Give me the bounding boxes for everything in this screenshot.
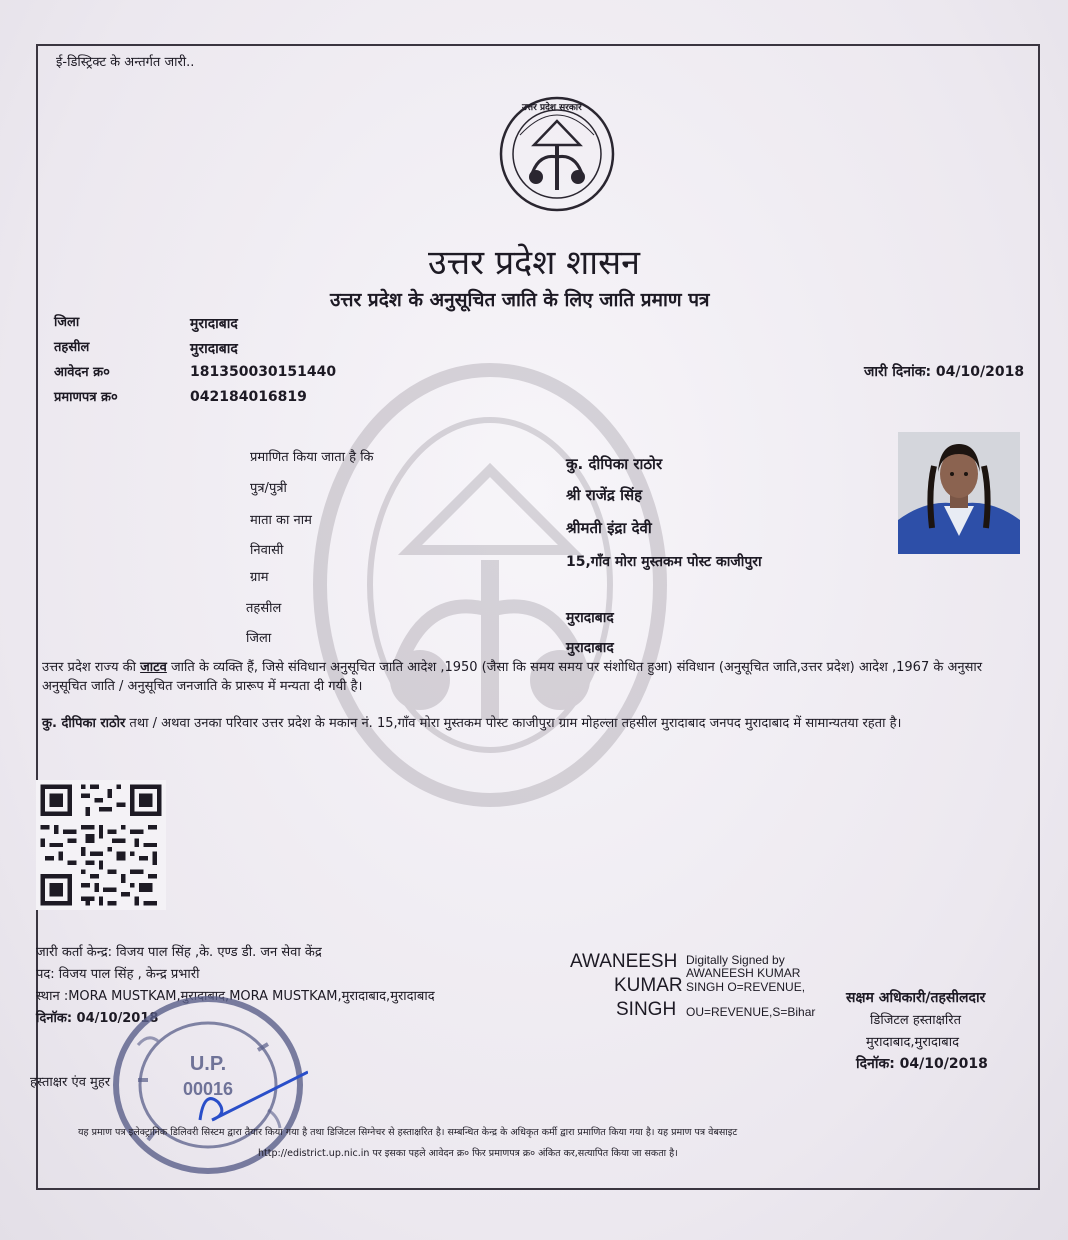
sign-seal-label: हस्ताक्षर एंव मुहर [30,1075,111,1090]
authority-digital-signed: डिजिटल हस्ताक्षरित [870,1013,961,1028]
applicant-photo [898,432,1020,554]
watermark-emblem-icon [300,360,680,810]
signer-name-line2: KUMAR [614,975,683,996]
caste-name: जाटव [140,660,167,675]
caste-paragraph-start: उत्तर प्रदेश राज्य की [42,660,141,675]
authority-date: दिनॉक: 04/10/2018 [856,1056,988,1072]
certified-label: प्रमाणित किया जाता है कि [250,450,374,465]
stamp-code-text: 00016 [182,1079,234,1099]
certified-value: कु. दीपिका राठोर [566,455,663,473]
mother-value: श्रीमती इंद्रा देवी [566,519,652,537]
issue-date [864,362,1024,381]
applicant-portrait-icon [898,432,1020,554]
village-label: ग्राम [250,570,269,585]
emblem-caption: उत्तर प्रदेश सरकार [522,103,582,113]
authority-location: मुरादाबाद,मुरादाबाद [866,1035,959,1050]
meta-application-label: आवेदन क्र० [54,365,110,380]
issue-date-value: 04/10/2018 [935,364,1025,380]
residence-person-name: कु. दीपिका राठोर [42,716,126,731]
issuer-post: पद: विजय पाल सिंह , केन्द्र प्रभारी [36,967,200,982]
meta-application-value: 181350030151440 [190,364,337,380]
caste-paragraph [42,658,987,696]
certificate-subtitle: उत्तर प्रदेश के अनुसूचित जाति के लिए जाति प्रमाण पत्र [330,289,710,311]
parent-label: पुत्र/पुत्री [250,481,287,496]
digital-sign-line2: AWANEESH KUMAR [686,966,801,980]
issue-date-label: जारी दिनांक: [864,364,932,380]
issuer-date: दिनॉक: 04/10/2018 [36,1011,159,1026]
signer-name-line3: SINGH [616,999,677,1020]
residence-paragraph-text: तथा / अथवा उनका परिवार उत्तर प्रदेश के मकान नं. 15,गाँव मोरा मुस्तकम पोस्ट काजीपुरा ग्राम मोहल्ला तहसील मुरादाबाद जनपद मुरादाबाद में सामान्यतया रहता है। [125,716,902,731]
resident-label: निवासी [250,543,284,558]
residence-paragraph [42,714,987,733]
page-title: उत्तर प्रदेश शासन [428,243,640,283]
issuer-place: स्थान :MORA MUSTKAM,मुरादाबाद,MORA MUSTKAM,मुरादाबाद,मुरादाबाद [36,989,435,1004]
detail-tehsil-value: मुरादाबाद [566,610,614,626]
stamp-state-text: U.P. [189,1053,227,1075]
detail-tehsil-label: तहसील [246,601,282,616]
resident-value: 15,गाँव मोरा मुस्तकम पोस्ट काजीपुरा [566,554,762,570]
meta-certificate-value: 042184016819 [190,389,307,405]
digital-sign-line1: Digitally Signed by [686,953,785,967]
digital-sign-line3: SINGH O=REVENUE, [686,980,806,994]
meta-tehsil-label: तहसील [54,340,90,355]
meta-tehsil-value: मुरादाबाद [190,341,238,357]
qr-code-icon [36,780,166,910]
detail-district-value: मुरादाबाद [566,640,614,656]
issued-under-text: ई-डिस्ट्रिक्ट के अन्तर्गत जारी.. [56,55,195,70]
detail-district-label: जिला [246,631,272,646]
authority-title: सक्षम अधिकारी/तहसीलदार [846,990,986,1006]
meta-district-label: जिला [54,315,80,330]
meta-district-value: मुरादाबाद [190,316,238,332]
caste-paragraph-end: जाति के व्यक्ति हैं, जिसे संविधान अनुसूचित जाति आदेश ,1950 (जैसा कि समय समय पर संशोधित हुआ) संविधान (अनुसूचित जाति,उत्तर प्रदेश) आदेश ,1967 के अनुसार अनुसूचित जाति / अनुसूचित जनजाति के प्रारूप में मन्यता दी गयी है। [42,660,983,694]
digital-sign-line4: OU=REVENUE,S=Bihar [686,1005,816,1019]
meta-certificate-label: प्रमाणपत्र क्र० [54,390,118,405]
parent-value: श्री राजेंद्र सिंह [566,486,643,504]
signer-name-line1: AWANEESH [570,951,678,972]
mother-label: माता का नाम [250,513,312,528]
issuer-center: जारी कर्ता केन्द्र: विजय पाल सिंह ,के. एण्ड डी. जन सेवा केंद्र [36,945,322,960]
footer-line2: http://edistrict.up.nic.in पर इसका पहले आवेदन क्र० फिर प्रमाणपत्र क्र० अंकित कर,सत्यापित किया जा सकता है। [258,1148,678,1159]
footer-line1: यह प्रमाण पत्र इलेक्ट्रानिक डिलिवरी सिस्टम द्वारा तैयार किया गया है तथा डिजिटल सिग्नेचर से हस्ताक्षरित है। सम्बन्धित केन्द्र के अधिकृत कर्मी द्वारा प्रमाणित किया गया है। यह प्रमाण पत्र वेबसाइट [78,1127,738,1138]
